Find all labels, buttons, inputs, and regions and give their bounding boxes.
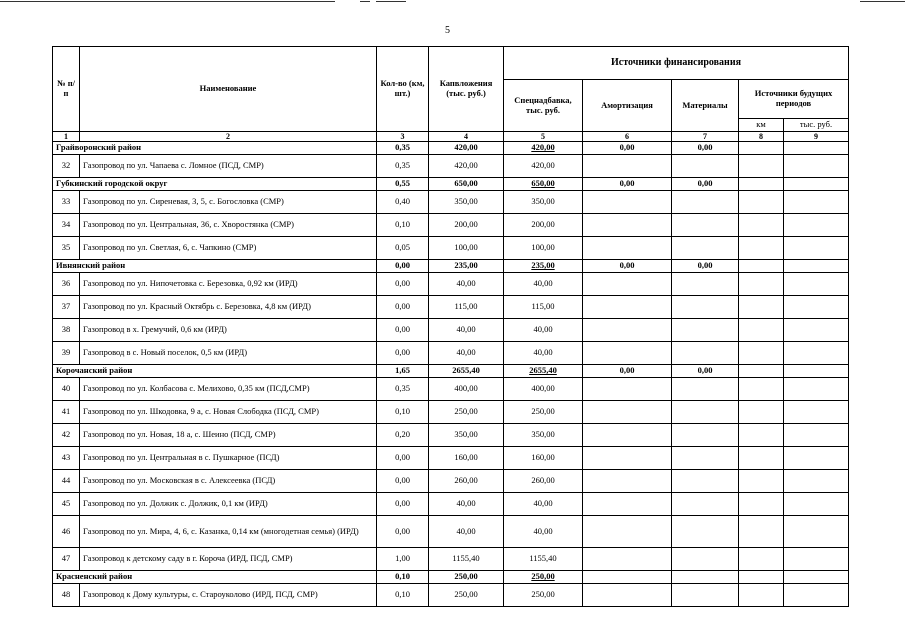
district-future-km [739, 178, 784, 191]
district-amortization: 0,00 [583, 365, 672, 378]
row-amortization [583, 273, 672, 296]
row-number: 44 [53, 470, 80, 493]
row-future-rub [784, 470, 849, 493]
row-capex: 115,00 [429, 296, 504, 319]
row-qty: 0,00 [377, 470, 429, 493]
row-qty: 0,20 [377, 424, 429, 447]
row-name: Газопровод по ул. Московская в с. Алексеевка (ПСД) [80, 470, 377, 493]
row-amortization [583, 237, 672, 260]
row-number: 48 [53, 584, 80, 607]
row-materials [672, 155, 739, 178]
row-qty: 1,00 [377, 548, 429, 571]
row-future-rub [784, 447, 849, 470]
table-body [53, 142, 849, 607]
district-qty: 0,35 [377, 142, 429, 155]
district-row [53, 365, 849, 378]
district-name: Красненский район [53, 571, 377, 584]
district-surcharge: 650,00 [504, 178, 583, 191]
row-number: 41 [53, 401, 80, 424]
header-num: № п/п [53, 47, 80, 132]
row-future-rub [784, 237, 849, 260]
row-amortization [583, 493, 672, 516]
row-capex: 400,00 [429, 378, 504, 401]
row-number: 45 [53, 493, 80, 516]
district-qty: 0,10 [377, 571, 429, 584]
district-capex: 250,00 [429, 571, 504, 584]
row-name: Газопровод по ул. Новая, 18 а, с. Шеино (ПСД, СМР) [80, 424, 377, 447]
district-row [53, 260, 849, 273]
row-surcharge: 400,00 [504, 378, 583, 401]
row-surcharge: 160,00 [504, 447, 583, 470]
row-future-rub [784, 319, 849, 342]
row-number: 35 [53, 237, 80, 260]
column-number: 1 [53, 132, 80, 142]
district-row [53, 178, 849, 191]
row-name: Газопровод по ул. Центральная в с. Пушкарное (ПСД) [80, 447, 377, 470]
district-future-km [739, 365, 784, 378]
row-capex: 40,00 [429, 516, 504, 548]
district-qty: 0,00 [377, 260, 429, 273]
row-future-km [739, 296, 784, 319]
row-future-km [739, 273, 784, 296]
district-capex: 235,00 [429, 260, 504, 273]
row-future-rub [784, 273, 849, 296]
column-number: 8 [739, 132, 784, 142]
row-capex: 260,00 [429, 470, 504, 493]
row-surcharge: 40,00 [504, 319, 583, 342]
row-surcharge: 250,00 [504, 584, 583, 607]
column-number: 3 [377, 132, 429, 142]
row-name: Газопровод по ул. Сиреневая, 3, 5, с. Богословка (СМР) [80, 191, 377, 214]
table-row [53, 319, 849, 342]
row-name: Газопровод по ул. Нипочетовка с. Березовка, 0,92 км (ИРД) [80, 273, 377, 296]
row-number: 33 [53, 191, 80, 214]
district-name: Ивнянский район [53, 260, 377, 273]
row-capex: 160,00 [429, 447, 504, 470]
district-surcharge: 420,00 [504, 142, 583, 155]
row-capex: 250,00 [429, 584, 504, 607]
row-number: 37 [53, 296, 80, 319]
row-qty: 0,35 [377, 155, 429, 178]
row-materials [672, 214, 739, 237]
row-capex: 40,00 [429, 493, 504, 516]
row-future-km [739, 155, 784, 178]
row-capex: 100,00 [429, 237, 504, 260]
row-amortization [583, 470, 672, 493]
table-row [53, 516, 849, 548]
row-number: 39 [53, 342, 80, 365]
row-capex: 200,00 [429, 214, 504, 237]
row-qty: 0,00 [377, 273, 429, 296]
row-future-km [739, 214, 784, 237]
row-number: 32 [53, 155, 80, 178]
row-future-rub [784, 296, 849, 319]
row-materials [672, 493, 739, 516]
table-row [53, 584, 849, 607]
row-name: Газопровод по ул. Красный Октябрь с. Березовка, 4,8 км (ИРД) [80, 296, 377, 319]
table-row [53, 273, 849, 296]
row-future-rub [784, 378, 849, 401]
column-number-row [53, 132, 849, 142]
row-future-rub [784, 548, 849, 571]
table-row [53, 447, 849, 470]
header-amortization: Амортизация [583, 80, 672, 132]
row-qty: 0,10 [377, 584, 429, 607]
row-name: Газопровод по ул. Чапаева с. Ломное (ПСД, СМР) [80, 155, 377, 178]
header-future-rub: тыс. руб. [784, 119, 849, 132]
district-materials: 0,00 [672, 365, 739, 378]
row-future-km [739, 319, 784, 342]
district-future-rub [784, 260, 849, 273]
row-amortization [583, 378, 672, 401]
district-row [53, 571, 849, 584]
row-surcharge: 1155,40 [504, 548, 583, 571]
row-surcharge: 350,00 [504, 191, 583, 214]
district-materials: 0,00 [672, 260, 739, 273]
table-row [53, 424, 849, 447]
table-row [53, 237, 849, 260]
row-future-km [739, 401, 784, 424]
row-future-km [739, 516, 784, 548]
row-future-rub [784, 493, 849, 516]
row-future-km [739, 548, 784, 571]
table-row [53, 296, 849, 319]
table-row [53, 493, 849, 516]
row-future-km [739, 424, 784, 447]
row-amortization [583, 548, 672, 571]
district-future-km [739, 571, 784, 584]
row-surcharge: 200,00 [504, 214, 583, 237]
row-number: 47 [53, 548, 80, 571]
district-name: Губкинский городской округ [53, 178, 377, 191]
district-name: Корочанский район [53, 365, 377, 378]
row-surcharge: 40,00 [504, 342, 583, 365]
row-name: Газопровод по ул. Шкодовка, 9 а, с. Новая Слободка (ПСД, СМР) [80, 401, 377, 424]
row-qty: 0,00 [377, 493, 429, 516]
row-number: 38 [53, 319, 80, 342]
row-materials [672, 470, 739, 493]
row-future-rub [784, 155, 849, 178]
row-surcharge: 40,00 [504, 516, 583, 548]
row-future-km [739, 493, 784, 516]
district-future-rub [784, 365, 849, 378]
row-capex: 40,00 [429, 273, 504, 296]
table-row [53, 214, 849, 237]
row-amortization [583, 584, 672, 607]
row-surcharge: 350,00 [504, 424, 583, 447]
row-number: 42 [53, 424, 80, 447]
row-capex: 1155,40 [429, 548, 504, 571]
district-capex: 650,00 [429, 178, 504, 191]
column-number: 2 [80, 132, 377, 142]
district-future-km [739, 260, 784, 273]
row-future-km [739, 342, 784, 365]
row-future-km [739, 237, 784, 260]
column-number: 6 [583, 132, 672, 142]
row-future-rub [784, 424, 849, 447]
row-future-km [739, 447, 784, 470]
table-row [53, 191, 849, 214]
header-qty: Кол-во (км, шт.) [377, 47, 429, 132]
column-number: 4 [429, 132, 504, 142]
row-number: 46 [53, 516, 80, 548]
row-name: Газопровод по ул. Должик с. Должик, 0,1 км (ИРД) [80, 493, 377, 516]
row-capex: 350,00 [429, 424, 504, 447]
district-surcharge: 250,00 [504, 571, 583, 584]
row-qty: 0,05 [377, 237, 429, 260]
district-amortization [583, 571, 672, 584]
row-materials [672, 296, 739, 319]
row-capex: 250,00 [429, 401, 504, 424]
row-materials [672, 342, 739, 365]
row-materials [672, 191, 739, 214]
district-capex: 2655,40 [429, 365, 504, 378]
row-future-km [739, 378, 784, 401]
row-future-rub [784, 191, 849, 214]
row-capex: 40,00 [429, 342, 504, 365]
row-amortization [583, 401, 672, 424]
row-capex: 40,00 [429, 319, 504, 342]
district-future-km [739, 142, 784, 155]
top-border-marks [0, 0, 905, 3]
header-capex: Капвложения (тыс. руб.) [429, 47, 504, 132]
row-amortization [583, 296, 672, 319]
row-qty: 0,10 [377, 214, 429, 237]
district-materials: 0,00 [672, 178, 739, 191]
row-number: 34 [53, 214, 80, 237]
row-qty: 0,40 [377, 191, 429, 214]
row-amortization [583, 214, 672, 237]
district-row [53, 142, 849, 155]
row-surcharge: 250,00 [504, 401, 583, 424]
row-materials [672, 447, 739, 470]
row-surcharge: 100,00 [504, 237, 583, 260]
table-row [53, 401, 849, 424]
row-qty: 0,35 [377, 378, 429, 401]
row-materials [672, 584, 739, 607]
row-name: Газопровод к Дому культуры, с. Староуколово (ИРД, ПСД, СМР) [80, 584, 377, 607]
header-sources: Источники финансирования [504, 47, 849, 80]
row-name: Газопровод по ул. Центральная, 36, с. Хворостянка (СМР) [80, 214, 377, 237]
row-qty: 0,00 [377, 342, 429, 365]
column-number: 7 [672, 132, 739, 142]
row-future-rub [784, 584, 849, 607]
row-qty: 0,10 [377, 401, 429, 424]
table-row [53, 378, 849, 401]
row-amortization [583, 342, 672, 365]
district-surcharge: 2655,40 [504, 365, 583, 378]
header-name: Наименование [80, 47, 377, 132]
row-capex: 350,00 [429, 191, 504, 214]
table-row [53, 155, 849, 178]
row-future-rub [784, 342, 849, 365]
row-name: Газопровод к детскому саду в г. Короча (ИРД, ПСД, СМР) [80, 548, 377, 571]
header-materials: Материалы [672, 80, 739, 132]
district-future-rub [784, 142, 849, 155]
row-surcharge: 40,00 [504, 493, 583, 516]
table-row [53, 548, 849, 571]
row-name: Газопровод в х. Гремучий, 0,6 км (ИРД) [80, 319, 377, 342]
header-future-km: км [739, 119, 784, 132]
row-surcharge: 115,00 [504, 296, 583, 319]
district-materials [672, 571, 739, 584]
district-capex: 420,00 [429, 142, 504, 155]
row-name: Газопровод по ул. Светлая, 6, с. Чапкино (СМР) [80, 237, 377, 260]
row-materials [672, 319, 739, 342]
row-materials [672, 378, 739, 401]
district-surcharge: 235,00 [504, 260, 583, 273]
district-materials: 0,00 [672, 142, 739, 155]
table-row [53, 342, 849, 365]
row-qty: 0,00 [377, 516, 429, 548]
row-future-km [739, 470, 784, 493]
row-amortization [583, 424, 672, 447]
table-row [53, 470, 849, 493]
row-name: Газопровод по ул. Мира, 4, 6, с. Казанка, 0,14 км (многодетная семья) (ИРД) [80, 516, 377, 548]
district-qty: 0,55 [377, 178, 429, 191]
row-number: 36 [53, 273, 80, 296]
row-future-km [739, 191, 784, 214]
row-surcharge: 260,00 [504, 470, 583, 493]
header-future-periods: Источники будущих периодов [739, 80, 849, 119]
header-surcharge: Спецнадбавка, тыс. руб. [504, 80, 583, 132]
table-header [53, 47, 849, 142]
row-materials [672, 516, 739, 548]
row-qty: 0,00 [377, 296, 429, 319]
row-qty: 0,00 [377, 319, 429, 342]
row-materials [672, 424, 739, 447]
district-amortization: 0,00 [583, 142, 672, 155]
row-future-rub [784, 214, 849, 237]
district-qty: 1,65 [377, 365, 429, 378]
page-number: 5 [445, 25, 450, 36]
row-amortization [583, 516, 672, 548]
row-surcharge: 40,00 [504, 273, 583, 296]
financing-table [52, 46, 849, 607]
row-materials [672, 273, 739, 296]
row-capex: 420,00 [429, 155, 504, 178]
row-number: 40 [53, 378, 80, 401]
row-number: 43 [53, 447, 80, 470]
row-future-rub [784, 516, 849, 548]
district-amortization: 0,00 [583, 178, 672, 191]
district-amortization: 0,00 [583, 260, 672, 273]
row-future-rub [784, 401, 849, 424]
row-materials [672, 401, 739, 424]
row-amortization [583, 155, 672, 178]
row-future-km [739, 584, 784, 607]
row-amortization [583, 447, 672, 470]
district-future-rub [784, 178, 849, 191]
row-qty: 0,00 [377, 447, 429, 470]
row-amortization [583, 319, 672, 342]
row-materials [672, 548, 739, 571]
column-number: 9 [784, 132, 849, 142]
district-name: Грайворонский район [53, 142, 377, 155]
row-surcharge: 420,00 [504, 155, 583, 178]
row-name: Газопровод в с. Новый поселок, 0,5 км (ИРД) [80, 342, 377, 365]
row-amortization [583, 191, 672, 214]
row-materials [672, 237, 739, 260]
row-name: Газопровод по ул. Колбасова с. Мелихово, 0,35 км (ПСД,СМР) [80, 378, 377, 401]
district-future-rub [784, 571, 849, 584]
column-number: 5 [504, 132, 583, 142]
